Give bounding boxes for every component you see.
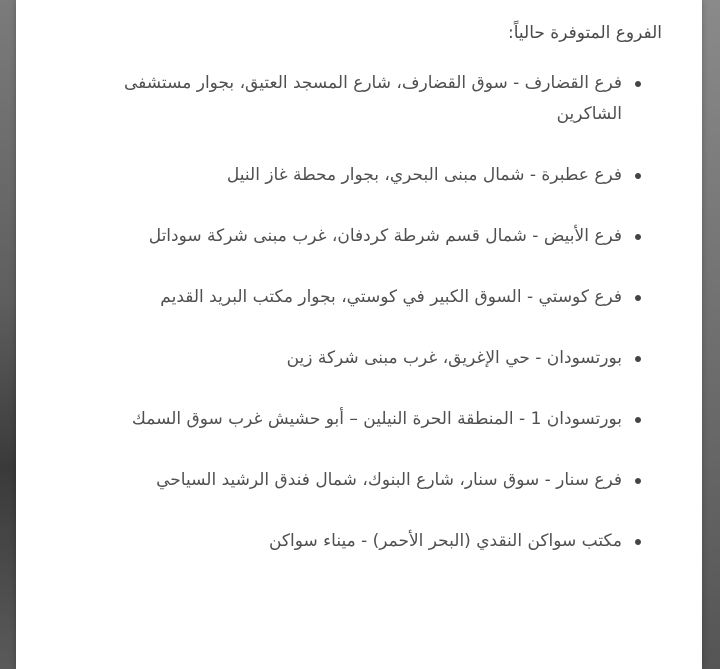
branch-text: بورتسودان - حي الإغريق، غرب مبنى شركة زين — [286, 348, 622, 368]
branch-text: فرع كوستي - السوق الكبير في كوستي، بجوار مكتب البريد القديم — [160, 287, 622, 307]
branch-text: بورتسودان 1 - المنطقة الحرة النيلين – أبو حشيش غرب سوق السمك — [131, 409, 622, 429]
bullet-icon — [635, 417, 641, 423]
list-item — [56, 526, 662, 557]
branch-text: فرع عطبرة - شمال مبنى البحري، بجوار محطة غاز النيل — [226, 165, 622, 185]
list-item — [56, 160, 662, 191]
list-item — [56, 221, 662, 252]
branches-section — [56, 18, 662, 587]
bullet-icon — [635, 478, 641, 484]
branch-list — [56, 68, 662, 557]
bullet-icon — [635, 295, 641, 301]
content-card — [16, 0, 702, 669]
bullet-icon — [635, 356, 641, 362]
branch-text: فرع سنار - سوق سنار، شارع البنوك، شمال فندق الرشيد السياحي — [156, 470, 622, 490]
branch-text: فرع الأبيض - شمال قسم شرطة كردفان، غرب مبنى شركة سوداتل — [148, 226, 622, 246]
branch-text: فرع القضارف - سوق القضارف، شارع المسجد العتيق، بجوار مستشفى الشاكرين — [124, 73, 622, 124]
list-item — [56, 68, 662, 130]
background-left-edge — [0, 0, 16, 669]
bullet-icon — [635, 539, 641, 545]
bullet-icon — [635, 81, 641, 87]
section-heading: الفروع المتوفرة حالياً: — [507, 23, 662, 43]
list-item — [56, 282, 662, 313]
branch-text: مكتب سواكن النقدي (البحر الأحمر) - ميناء سواكن — [268, 531, 622, 551]
list-item — [56, 343, 662, 374]
background-right-edge — [702, 0, 720, 669]
bullet-icon — [635, 173, 641, 179]
bullet-icon — [635, 234, 641, 240]
list-item — [56, 465, 662, 496]
list-item — [56, 404, 662, 435]
